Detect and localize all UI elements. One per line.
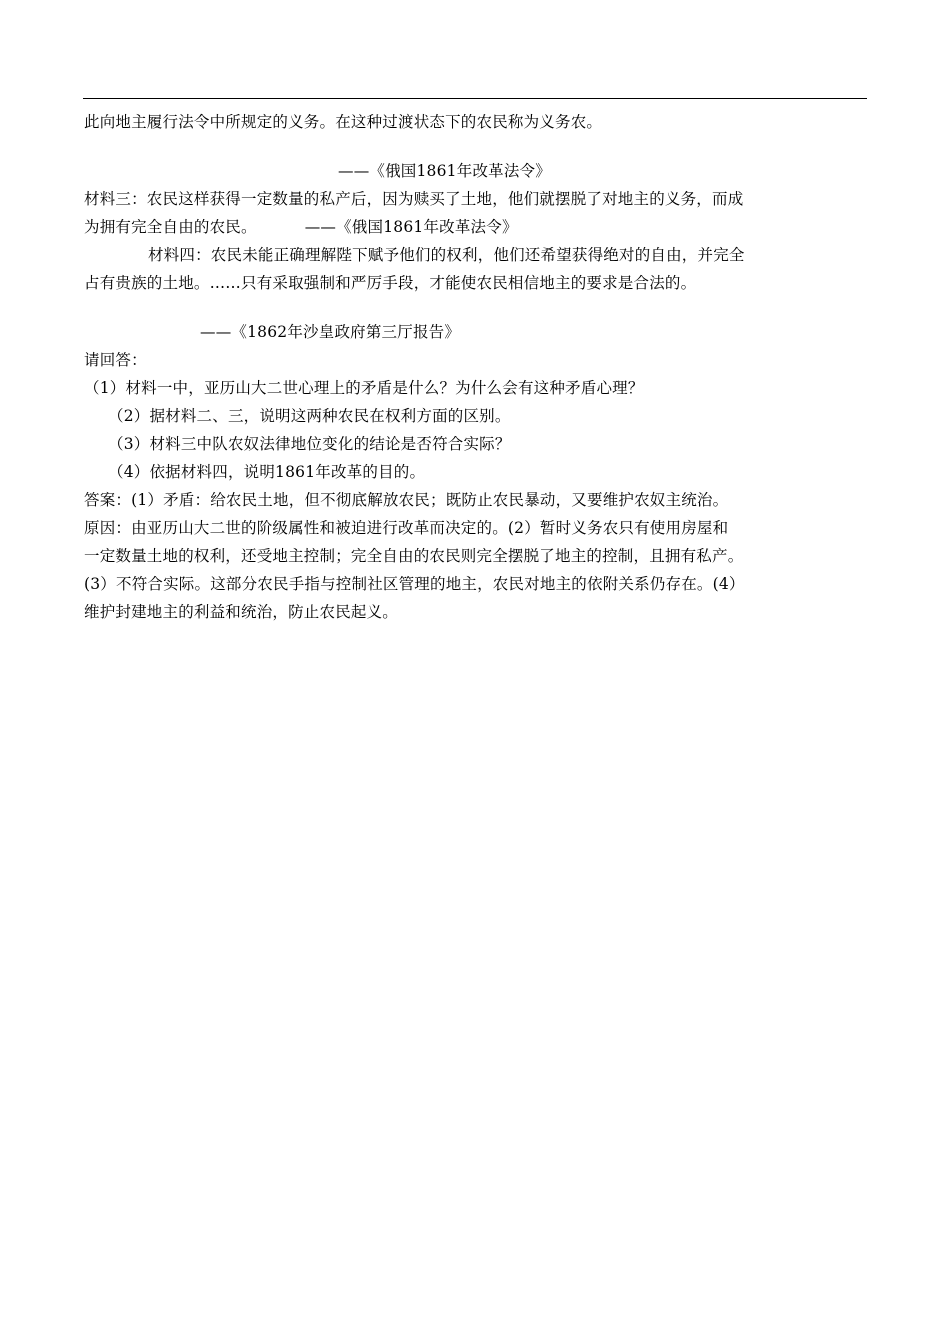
question-3: （3）材料三中队农奴法律地位变化的结论是否符合实际？ <box>108 435 511 453</box>
source-citation-3: ——《1862年沙皇政府第三厅报告》 <box>200 323 461 341</box>
document-body <box>84 108 868 626</box>
spacer <box>84 136 868 157</box>
answer-line-1: 答案：(1）矛盾：给农民土地，但不彻底解放农民；既防止农民暴动，又要维护农奴主统治。 <box>84 491 729 509</box>
source-citation-1: ——《俄国1861年改革法令》 <box>338 162 551 180</box>
answer-line-5: 维护封建地主的利益和统治，防止农民起义。 <box>84 603 399 621</box>
material-4-line-1: 材料四：农民未能正确理解陛下赋予他们的权利，他们还希望获得绝对的自由，并完全 <box>148 246 745 264</box>
material-3-text: 为拥有完全自由的农民。 <box>84 218 257 236</box>
question-2: （2）据材料二、三，说明这两种农民在权利方面的区别。 <box>108 407 511 425</box>
answer-prompt: 请回答： <box>84 351 147 369</box>
source-citation-2: ——《俄国1861年改革法令》 <box>304 218 518 236</box>
question-1: （1）材料一中，亚历山大二世心理上的矛盾是什么？为什么会有这种矛盾心理？ <box>84 379 644 397</box>
answer-line-2: 原因：由亚历山大二世的阶级属性和被迫进行改革而决定的。(2）暂时义务农只有使用房屋和 <box>84 519 729 537</box>
material-4-line-2: 占有贵族的土地。……只有采取强制和严厉手段，才能使农民相信地主的要求是合法的。 <box>84 274 697 292</box>
answer-line-4: (3）不符合实际。这部分农民手指与控制社区管理的地主，农民对地主的依附关系仍存在。(4） <box>84 575 745 593</box>
header-rule <box>83 98 867 99</box>
spacer <box>84 297 868 318</box>
continuation-line: 此向地主履行法令中所规定的义务。在这种过渡状态下的农民称为义务农。 <box>84 113 603 131</box>
question-4: （4）依据材料四，说明1861年改革的目的。 <box>108 463 426 481</box>
answer-line-3: 一定数量土地的权利，还受地主控制；完全自由的农民则完全摆脱了地主的控制，且拥有私产。 <box>84 547 744 565</box>
material-3-line-2 <box>84 213 868 241</box>
material-3-line-1: 材料三：农民这样获得一定数量的私产后，因为赎买了土地，他们就摆脱了对地主的义务，而成 <box>84 190 744 208</box>
